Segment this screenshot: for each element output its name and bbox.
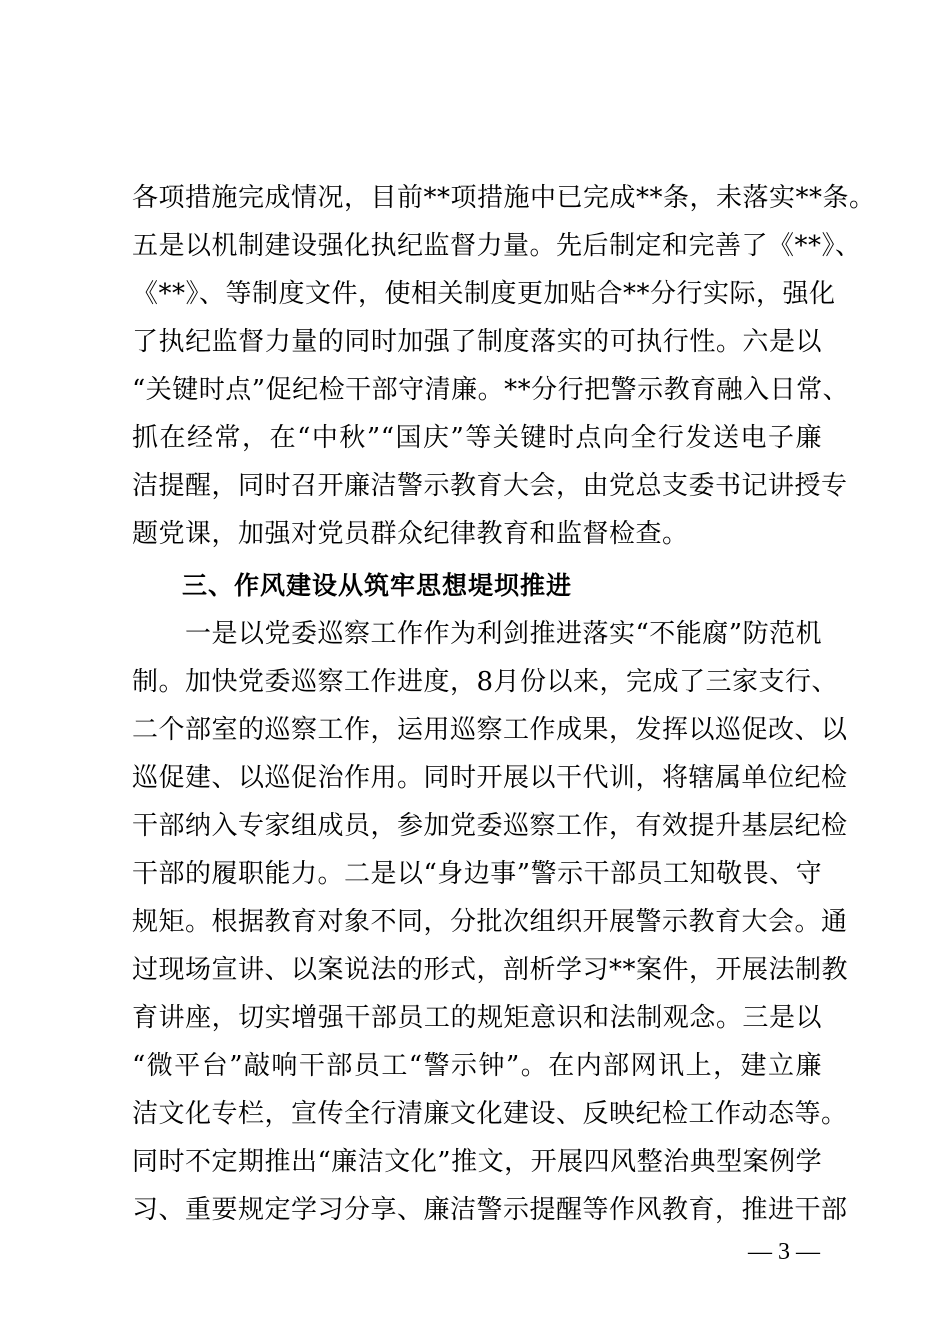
body-text-line: 一是以党委巡察工作作为利剑推进落实“不能腐”防范机 — [132, 619, 823, 649]
body-text-line: 过现场宣讲、以案说法的形式，剖析学习**案件，开展法制教 — [132, 955, 849, 985]
body-text-line: 制。加快党委巡察工作进度，8月份以来，完成了三家支行、 — [132, 667, 839, 697]
body-text-line: 规矩。根据教育对象不同，分批次组织开展警示教育大会。通 — [132, 907, 848, 937]
body-text-line: 习、重要规定学习分享、廉洁警示提醒等作风教育，推进干部 — [132, 1195, 848, 1225]
body-text-line: 各项措施完成情况，目前**项措施中已完成**条，未落实**条。 — [132, 183, 876, 213]
body-text-line: 育讲座，切实增强干部员工的规矩意识和法制观念。三是以 — [132, 1003, 822, 1033]
body-text-line: 二个部室的巡察工作，运用巡察工作成果，发挥以巡促改、以 — [132, 715, 848, 745]
body-text-line: 五是以机制建设强化执纪监督力量。先后制定和完善了《**》、 — [132, 231, 862, 261]
body-text-line: “关键时点”促纪检干部守清廉。**分行把警示教育融入日常、 — [132, 375, 850, 405]
section-heading: 三、作风建设从筑牢思想堤坝推进 — [182, 571, 573, 600]
page-number: — 3 — — [748, 1239, 820, 1265]
body-text-line: 《**》、等制度文件，使相关制度更加贴合**分行实际，强化 — [132, 279, 836, 309]
body-text-line: 洁文化专栏，宣传全行清廉文化建设、反映纪检工作动态等。 — [132, 1099, 848, 1129]
body-text-line: 干部纳入专家组成员，参加党委巡察工作，有效提升基层纪检 — [132, 811, 848, 841]
body-text-line: 抓在经常，在“中秋”“国庆”等关键时点向全行发送电子廉 — [132, 423, 822, 453]
body-text-line: 洁提醒，同时召开廉洁警示教育大会，由党总支委书记讲授专 — [132, 471, 848, 501]
body-text-line: 同时不定期推出“廉洁文化”推文，开展四风整治典型案例学 — [132, 1147, 823, 1177]
body-text-line: 巡促建、以巡促治作用。同时开展以干代训，将辖属单位纪检 — [132, 763, 848, 793]
body-text-line: “微平台”敲响干部员工“警示钟”。在内部网讯上，建立廉 — [132, 1051, 822, 1081]
body-text-line: 了执纪监督力量的同时加强了制度落实的可执行性。六是以 — [132, 327, 822, 357]
body-text-line: 干部的履职能力。二是以“身边事”警示干部员工知敬畏、守 — [132, 859, 823, 889]
body-text-line: 题党课，加强对党员群众纪律教育和监督检查。 — [132, 519, 689, 549]
